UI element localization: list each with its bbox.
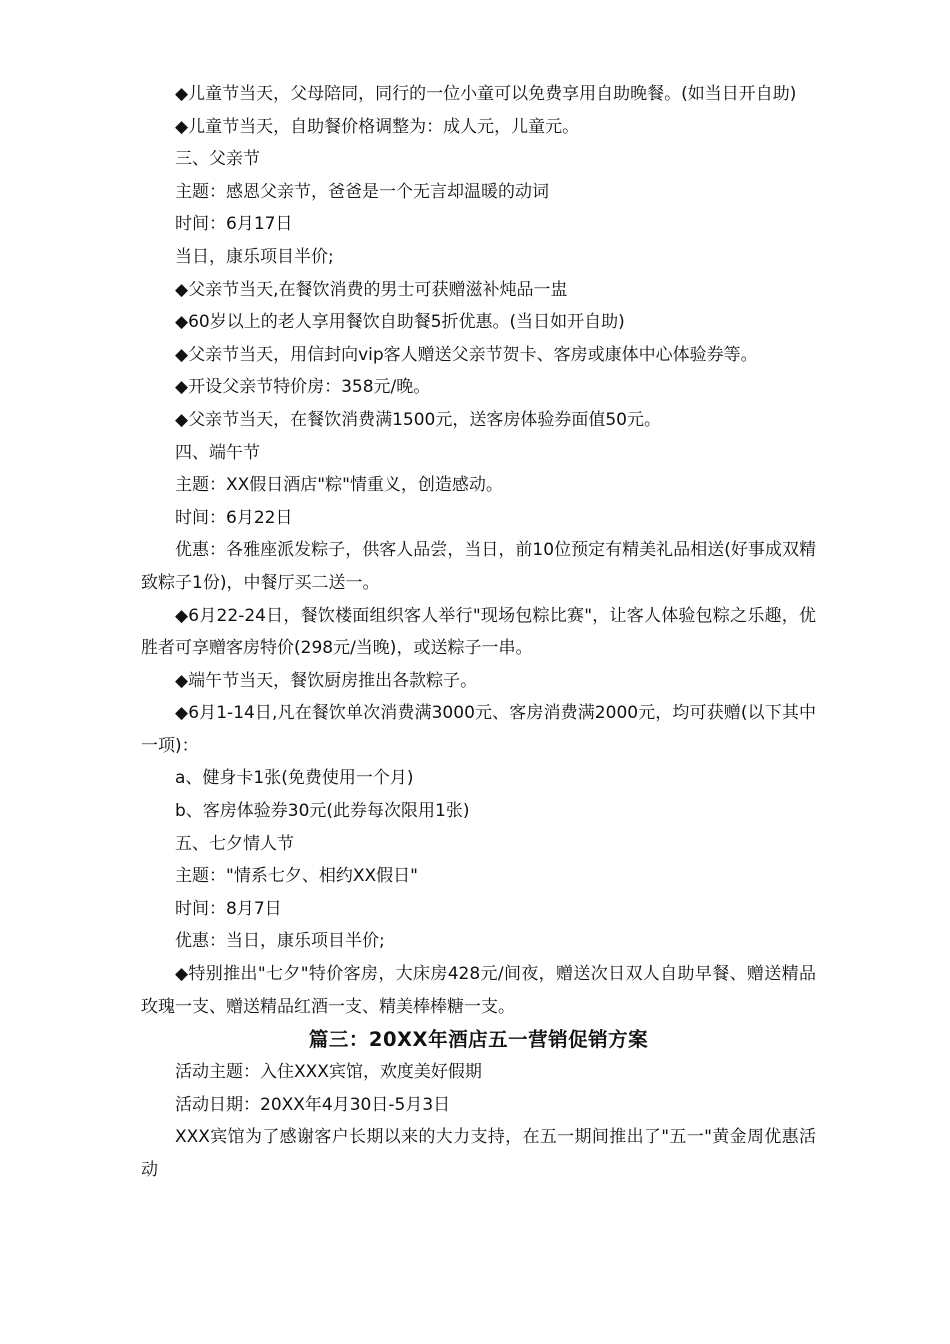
paragraph-fathers-day-vip-card: ◆父亲节当天，用信封向vip客人赠送父亲节贺卡、客房或康体中心体验券等。 <box>175 344 758 365</box>
list-item-room-voucher: b、客房体验券30元(此券每次限用1张) <box>175 801 470 822</box>
section-title-qixi: 五、七夕情人节 <box>175 833 294 854</box>
paragraph-fathers-day-voucher: ◆父亲节当天，在餐饮消费满1500元，送客房体验券面值50元。 <box>175 409 661 430</box>
paragraph-fathers-day-recreation: 当日，康乐项目半价; <box>175 246 334 267</box>
chapter-heading: 篇三：20XX年酒店五一营销促销方案 <box>308 1028 649 1052</box>
section-title-fathers-day: 三、父亲节 <box>175 149 260 170</box>
paragraph-may-day-intro: XXX宾馆为了感谢客户长期以来的大力支持，在五一期间推出了"五一"黄金周优惠活动 <box>141 1127 816 1180</box>
paragraph-dragon-boat-contest: ◆6月22-24日，餐饮楼面组织客人举行"现场包粽比赛"，让客人体验包粽之乐趣，优胜者可享赠客房特价(298元/当晚)，或送粽子一串。 <box>141 605 816 659</box>
paragraph-fathers-day-stew-gift: ◆父亲节当天,在餐饮消费的男士可获赠滋补炖品一盅 <box>175 279 568 300</box>
paragraph-fathers-day-theme: 主题：感恩父亲节，爸爸是一个无言却温暖的动词 <box>175 181 549 202</box>
document-body <box>141 78 816 1187</box>
paragraph-dragon-boat-theme: 主题：XX假日酒店"粽"情重义，创造感动。 <box>175 475 503 496</box>
paragraph-dragon-boat-zongzi: ◆端午节当天，餐饮厨房推出各款粽子。 <box>175 670 478 691</box>
paragraph-may-day-theme: 活动主题：入住XXX宾馆，欢度美好假期 <box>175 1062 482 1083</box>
paragraph-children-day-buffet-price: ◆儿童节当天，自助餐价格调整为：成人元，儿童元。 <box>175 116 580 137</box>
paragraph-fathers-day-special-room: ◆开设父亲节特价房：358元/晚。 <box>175 377 431 398</box>
section-title-dragon-boat: 四、端午节 <box>175 442 260 463</box>
paragraph-qixi-date: 时间：8月7日 <box>175 898 282 919</box>
paragraph-dragon-boat-date: 时间：6月22日 <box>175 507 293 528</box>
paragraph-may-day-dates: 活动日期：20XX年4月30日-5月3日 <box>175 1094 451 1115</box>
paragraph-children-day-free-dinner: ◆儿童节当天，父母陪同，同行的一位小童可以免费享用自助晚餐。(如当日开自助) <box>175 84 797 104</box>
paragraph-dragon-boat-spending-gift: ◆6月1-14日,凡在餐饮单次消费满3000元、客房消费满2000元，均可获赠(以下其中一项)： <box>141 703 816 756</box>
list-item-fitness-card: a、健身卡1张(免费使用一个月) <box>175 768 414 789</box>
paragraph-qixi-offer: 优惠：当日，康乐项目半价; <box>175 931 385 952</box>
paragraph-fathers-day-senior-discount: ◆60岁以上的老人享用餐饮自助餐5折优惠。(当日如开自助) <box>175 312 625 333</box>
paragraph-qixi-special-room: ◆特别推出"七夕"特价客房，大床房428元/间夜，赠送次日双人自助早餐、赠送精品玫瑰一支、赠送精品红酒一支、精美棒棒糖一支。 <box>141 964 816 1017</box>
paragraph-fathers-day-date: 时间：6月17日 <box>175 214 293 235</box>
paragraph-qixi-theme: 主题："情系七夕、相约XX假日" <box>175 866 418 887</box>
paragraph-dragon-boat-offer: 优惠：各雅座派发粽子，供客人品尝，当日，前10位预定有精美礼品相送(好事成双精致粽子1份)，中餐厅买二送一。 <box>141 540 816 593</box>
